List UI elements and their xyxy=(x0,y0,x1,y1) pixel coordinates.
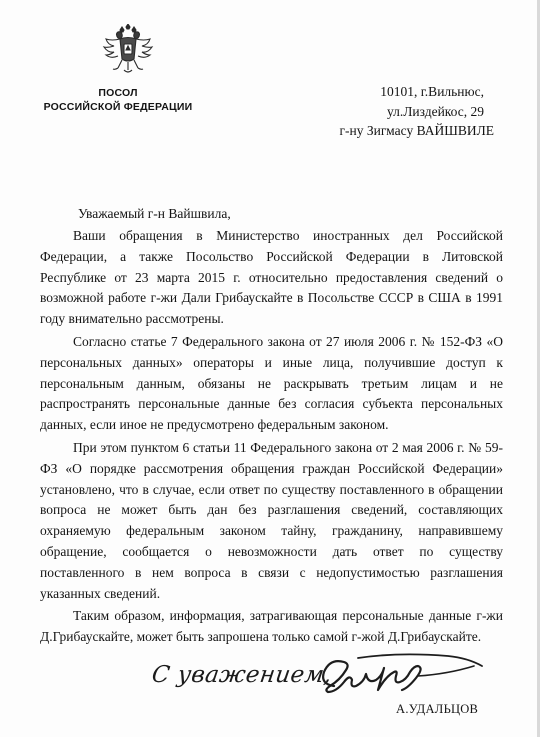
sender-title: ПОСОЛ xyxy=(98,87,138,99)
address-line-city: 10101, г.Вильнюс, xyxy=(380,84,484,99)
double-headed-eagle-emblem-icon xyxy=(100,24,156,80)
body-paragraph-3: При этом пунктом 6 статьи 11 Федерального закона от 2 мая 2006 г. № 59-ФЗ «О порядке рассмотрения обращения граждан Российской Федерации» установлено, что в случае, если ответ по существу поставленного в обращении вопроса не может быть дан без разглашения сведений, составляющих охраняемую федеральным законом тайну, гражданину, направившему обращение, сообщается о невозможности дать ответ по существу поставленного в нем вопроса в связи с недопустимостью разглашения указанных сведений. xyxy=(40,439,503,601)
handwritten-signature xyxy=(300,646,490,710)
recipient-name: г-ну Зигмасу ВАЙШВИЛЕ xyxy=(339,123,494,138)
salutation: Уважаемый г-н Вайшвила, xyxy=(78,206,231,221)
sender-country: РОССИЙСКОЙ ФЕДЕРАЦИИ xyxy=(43,101,193,113)
address-line-street: ул.Лиздейкос, 29 xyxy=(386,104,484,119)
sender-block xyxy=(22,86,214,114)
signer-name: А.УДАЛЬЦОВ xyxy=(396,702,479,716)
body-paragraph-1: Ваши обращения в Министерство иностранных дел Российской Федерации, а также Посольство Российской Федерации в Литовской Республике от 23 марта 2015 г. относительно предоставления сведений о возможной работе г-жи Дали Грибаускайте в Посольстве СССР в США в 1991 году внимательно рассмотрены. xyxy=(40,228,503,327)
closing-phrase: С уважением, xyxy=(150,662,334,688)
letter-body xyxy=(40,226,503,650)
body-paragraph-2: Согласно статье 7 Федерального закона от 27 июля 2006 г. № 152-ФЗ «О персональных данных» операторы и иные лица, получившие доступ к персональным данным, обязаны не раскрывать третьим лицам и не распространять персональные данные без согласия субъекта персональных данных, если иное не предусмотрено федеральным законом. xyxy=(40,333,503,433)
recipient-address xyxy=(380,82,484,122)
body-paragraph-4: Таким образом, информация, затрагивающая персональные данные г-жи Д.Грибаускайте, может быть запрошена только самой г-жой Д.Грибаускайте. xyxy=(40,608,503,645)
